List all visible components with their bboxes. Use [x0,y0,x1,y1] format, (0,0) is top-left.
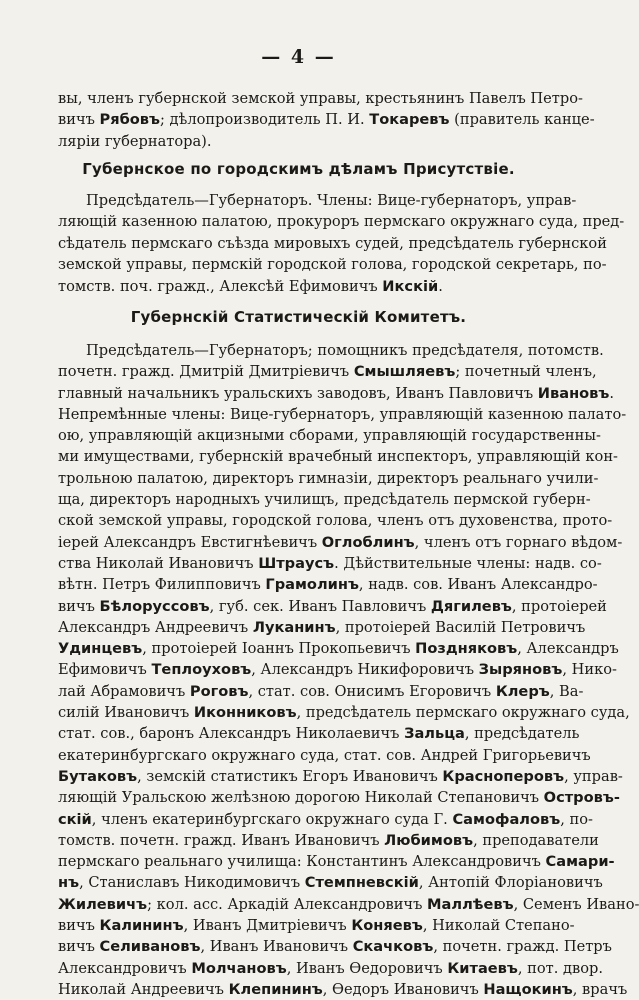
text-run: сѣдатель пермскаго съѣзда мировыхъ судей, предсѣдатель губернской [58,234,607,252]
bold-name: Оглоблинъ [321,533,415,551]
bold-name: Зыряновъ [478,661,563,679]
bold-name: Рябовъ [99,111,160,129]
text-run: ляріи губернатора). [58,132,212,150]
text-run: , стат. сов. Онисимъ Егоровичъ [248,682,496,700]
bold-name: Иконниковъ [193,704,297,722]
text-line [58,958,604,979]
bold-name: Селивановъ [99,938,201,956]
text-line [58,787,620,808]
text-run: вичъ [58,938,100,956]
text-line [58,894,639,915]
text-line [58,596,607,617]
text-run: іерей Александръ Евстигнѣевичъ [58,533,322,551]
text-run: пермскаго реальнаго училища: Константинъ Александровичъ [58,853,546,871]
bold-name: Скачковъ [352,938,434,956]
text-run: , Нико- [562,661,617,679]
text-run: вичъ [58,917,100,935]
text-run: силій Ивановичъ [58,704,194,722]
text-line [58,915,575,936]
bold-name: Токаревъ [369,111,450,129]
text-line [58,340,604,361]
paragraph-city-affairs-board [58,190,625,297]
bold-name: Теплоуховъ [151,661,252,679]
bold-name: Островъ- [543,789,620,807]
text-run: , членъ отъ горнаго вѣдом- [414,533,623,551]
text-run: , протоіерей [511,597,607,615]
text-run: томств. поч. гражд., Алексѣй Ефимовичъ [58,277,383,295]
bold-name: Клепининъ [228,980,323,998]
text-run: трольною палатою, директоръ гимназіи, директоръ реальнаго учили- [58,469,599,487]
bold-name: Поздняковъ [415,640,518,658]
bold-name: скій [58,810,92,828]
text-line [58,361,597,382]
text-run: , Өедоръ Ивановичъ [322,980,484,998]
text-line [58,702,630,723]
text-line [58,766,623,787]
text-line [58,109,595,130]
text-run: , Александръ Никифоровичъ [251,661,479,679]
text-line [58,809,593,830]
text-line [58,254,607,275]
text-run: , Станиславъ Никодимовичъ [79,874,305,892]
text-run: . [438,277,443,295]
bold-name: Нащокинъ [483,980,573,998]
text-line [58,830,599,851]
text-line [58,190,577,211]
text-run: ща, директоръ народныхъ училищъ, предсѣдатель пермской губерн- [58,491,591,509]
text-run: Николай Андреевичъ [58,980,229,998]
bold-name: Коняевъ [351,917,423,935]
text-run: томств. почетн. гражд. Иванъ Ивановичъ [58,831,385,849]
text-run: почетн. гражд. Дмитрій Дмитріевичъ [58,363,354,381]
bold-name: Молчановъ [191,959,287,977]
text-line [58,936,612,957]
text-run: ; кол. асс. Аркадій Александровичъ [147,895,428,913]
text-run: ляющій казенною палатою, прокуроръ пермскаго окружнаго суда, пред- [58,213,625,231]
bold-name: Маллѣевъ [427,895,514,913]
page-number: — 4 — [261,46,336,68]
text-run: главный начальникъ уральскихъ заводовъ, Иванъ Павловичъ [58,384,538,402]
bold-name: Роговъ [189,682,249,700]
text-run: , Антопій Флоріановичъ [418,874,603,892]
text-line [58,553,602,574]
text-run: ства Николай Ивановичъ [58,554,259,572]
text-run: стат. сов., баронъ Александръ Николаевичъ [58,725,405,743]
text-run: ляющій Уральскою желѣзною дорогою Николай Степановичъ [58,789,544,807]
text-run: , надв. сов. Иванъ Александро- [358,576,598,594]
bold-name: Бѣлоруссовъ [99,597,210,615]
bold-name: Грамолинъ [265,576,359,594]
text-run: , Иванъ Өедоровичъ [286,959,448,977]
text-run: . [609,384,615,402]
text-run: , Семенъ Ивано- [513,895,639,913]
bold-name: нъ [58,874,80,892]
paragraph-statistical-committee [58,340,639,1000]
text-run: екатеринбургскаго окружнаго суда, стат. сов. Андрей Григорьевичъ [58,746,591,764]
bold-name: Смышляевъ [353,363,456,381]
text-run: , Николай Степано- [422,917,575,935]
text-line [58,574,598,595]
text-run: Предсѣдатель—Губернаторъ; помощникъ предсѣдателя, потомств. [86,342,604,359]
text-run: , предсѣдатель [464,725,580,743]
text-run: , губ. сек. Иванъ Павловичъ [209,597,431,615]
text-line [58,617,586,638]
text-line [58,468,599,489]
bold-name: Жилевичъ [58,895,148,913]
bold-name: Самофаловъ [452,810,561,828]
paragraph-members-continued [58,88,595,152]
text-line [58,681,584,702]
text-line [58,532,623,553]
bold-name: Икскій [382,277,439,295]
text-line [58,383,615,404]
text-line [58,745,591,766]
text-line [58,723,580,744]
bold-name: Любимовъ [384,831,474,849]
text-line [58,489,591,510]
text-run: ; дѣлопроизводитель П. И. [160,111,370,129]
text-line [58,404,627,425]
text-run: Александровичъ [58,959,192,977]
text-run: ской земской управы, городской голова, членъ отъ духовенства, прото- [58,512,613,530]
bold-name: Красноперовъ [442,767,565,785]
text-run: ою, управляющій акцизными сборами, управляющій государственны- [58,427,601,445]
text-run: лай Абрамовичъ [58,682,190,700]
bold-name: Удинцевъ [58,640,143,658]
text-run: земской управы, пермскій городской голова, городской секретарь, по- [58,256,607,274]
text-run: , Александръ [517,640,619,658]
heading-city-affairs-board: Губернское по городскимъ дѣламъ Присутствіе. [82,160,515,178]
text-line [58,88,583,109]
text-line [58,211,625,232]
bold-name: Самари- [545,853,615,871]
bold-name: Штраусъ [258,554,335,572]
text-run: , пот. двор. [517,959,604,977]
bold-name: Калининъ [99,917,184,935]
text-run: , Иванъ Дмитріевичъ [183,917,352,935]
text-line [58,851,615,872]
text-run: Непремѣнные члены: Вице-губернаторъ, управляющій казенною палато- [58,405,627,423]
text-run: . Дѣйствительные члены: надв. со- [334,554,602,572]
text-line [58,276,552,297]
text-run: вичъ [58,597,100,615]
text-run: Александръ Андреевичъ [58,618,253,636]
text-line [58,872,603,893]
text-line [58,425,601,446]
text-line [58,131,552,152]
text-run: Ефимовичъ [58,661,152,679]
text-run: ; почетный членъ, [455,363,597,381]
text-run: , протоіерей Іоаннъ Прокопьевичъ [142,640,416,658]
text-run: (правитель канце- [449,111,595,129]
bold-name: Клеръ [495,682,550,700]
text-run: , врачъ [572,980,628,998]
text-run: , протоіерей Василій Петровичъ [335,618,586,636]
bold-name: Луканинъ [252,618,336,636]
bold-name: Китаевъ [447,959,518,977]
text-run: , членъ екатеринбургскаго окружнаго суда Г. [91,810,453,828]
text-run: вы, членъ губернской земской управы, крестьянинъ Павелъ Петро- [58,90,583,107]
text-run: , почетн. гражд. Петръ [433,938,612,956]
text-run: вѣтн. Петръ Филипповичъ [58,576,266,594]
heading-statistical-committee: Губернскій Статистическій Комитетъ. [130,308,467,326]
text-line [58,510,613,531]
text-run: , по- [560,810,593,828]
text-run: , преподаватели [473,831,599,849]
text-line [58,638,619,659]
text-line [58,446,618,467]
text-run: Предсѣдатель—Губернаторъ. Члены: Вице-губернаторъ, управ- [86,192,577,209]
bold-name: Зальца [404,725,465,743]
bold-name: Стемпневскій [304,874,419,892]
text-run: , земскій статистикъ Егоръ Ивановичъ [137,767,443,785]
text-line [58,979,628,1000]
text-run: ми имуществами, губернскій врачебный инспекторъ, управляющій кон- [58,448,618,466]
text-run: , предсѣдатель пермскаго окружнаго суда, [296,704,630,722]
text-line [58,659,617,680]
bold-name: Ивановъ [537,384,610,402]
bold-name: Бутаковъ [58,767,138,785]
text-run: , управ- [564,767,623,785]
text-line [58,233,607,254]
text-run: , Ва- [549,682,584,700]
text-run: , Иванъ Ивановичъ [200,938,353,956]
bold-name: Дягилевъ [430,597,512,615]
text-run: вичъ [58,111,100,129]
